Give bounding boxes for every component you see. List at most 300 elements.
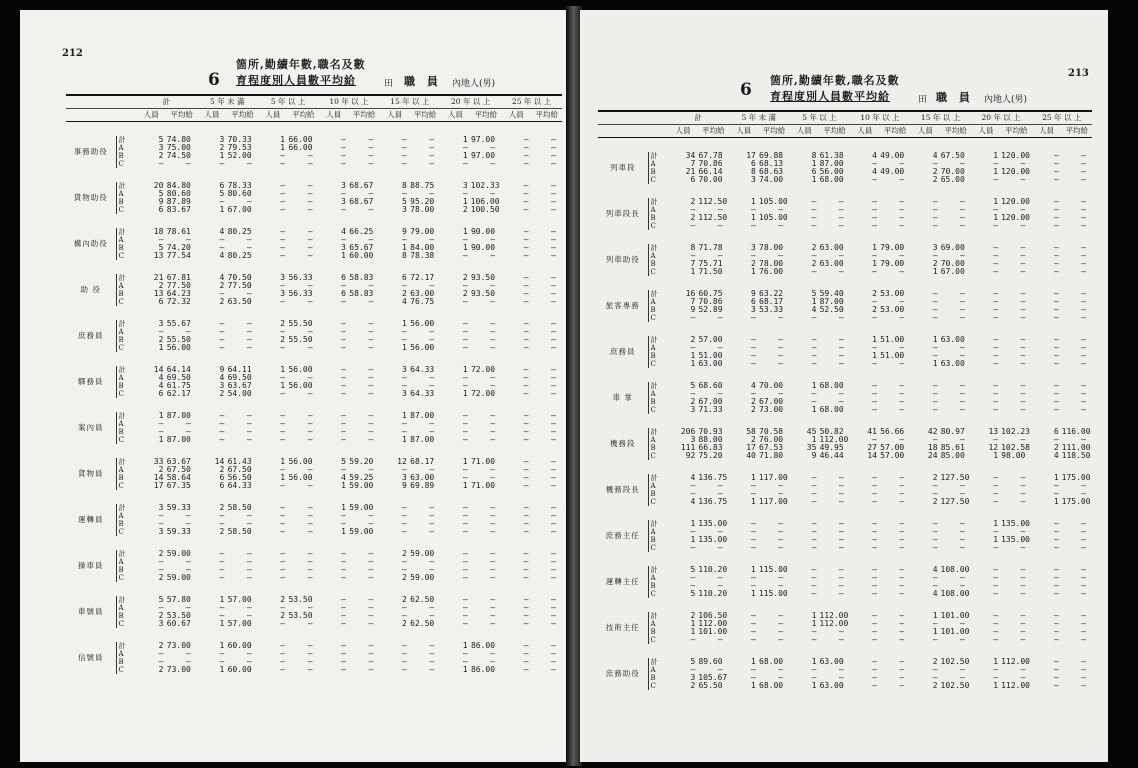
cell-average-salary: — xyxy=(899,198,905,206)
cell-average-salary: 73.00 xyxy=(166,666,191,674)
row-sub-label: C xyxy=(648,360,668,368)
cell-count: 1 xyxy=(462,390,468,398)
cell-count: — xyxy=(993,612,999,620)
cell-count: — xyxy=(523,520,529,528)
cell-average-salary: 53.33 xyxy=(759,306,784,314)
cell-average-salary: 63.00 xyxy=(819,260,844,268)
cell-count: 1 xyxy=(993,214,999,222)
cell-average-salary: 101.00 xyxy=(940,628,970,636)
group-spacer xyxy=(598,138,1092,153)
cell-average-salary: 127.50 xyxy=(940,498,970,506)
cell-average-salary: — xyxy=(551,420,556,428)
cell-average-salary: — xyxy=(717,252,723,260)
cell-count: — xyxy=(219,236,225,244)
cell-average-salary: — xyxy=(307,412,313,420)
cell-count: — xyxy=(401,504,407,512)
cell-average-salary: 72.32 xyxy=(166,298,191,306)
cell-average-salary: 68.63 xyxy=(759,168,784,176)
cell-count: — xyxy=(523,482,529,490)
row-sub-label: A xyxy=(116,650,136,658)
cell-count: 1 xyxy=(401,320,407,328)
cell-average-salary: — xyxy=(429,520,435,528)
cell-count: — xyxy=(1053,620,1059,628)
cell-average-salary: — xyxy=(307,466,313,474)
cell-average-salary: — xyxy=(246,344,252,352)
cell-average-salary: — xyxy=(899,498,905,506)
cell-average-salary: — xyxy=(368,428,374,436)
cell-count: — xyxy=(872,582,877,590)
cell-average-salary: 70.50 xyxy=(227,274,252,282)
cell-count: — xyxy=(523,650,529,658)
cell-average-salary: 87.00 xyxy=(166,436,191,444)
cell-average-salary: — xyxy=(717,390,723,398)
table-row xyxy=(598,658,1092,666)
cell-average-salary: 59.00 xyxy=(349,528,374,536)
cell-count: 1 xyxy=(401,344,407,352)
cell-count: — xyxy=(523,642,529,650)
row-sub-label: C xyxy=(116,666,136,674)
row-category-label: 旅客專務 xyxy=(605,301,640,310)
table-row xyxy=(598,490,1092,498)
cell-average-salary: — xyxy=(551,374,556,382)
table-row xyxy=(66,520,562,528)
cell-average-salary: — xyxy=(490,574,496,582)
cell-count: — xyxy=(1053,636,1059,644)
cell-average-salary: — xyxy=(778,352,784,360)
cell-count: — xyxy=(872,520,877,528)
row-sub-label: 計 xyxy=(648,152,668,160)
cell-count: — xyxy=(462,574,468,582)
cell-average-salary: — xyxy=(1081,252,1086,260)
cell-count: — xyxy=(872,566,877,574)
table-row xyxy=(66,190,562,198)
cell-average-salary: — xyxy=(429,528,435,536)
cell-average-salary: 59.25 xyxy=(349,474,374,482)
cell-count: — xyxy=(462,236,468,244)
cell-average-salary: 66.25 xyxy=(349,228,374,236)
cell-average-salary: — xyxy=(551,612,556,620)
row-sub-label: C xyxy=(648,498,668,506)
cell-count: 9 xyxy=(219,366,225,374)
cell-average-salary: 53.50 xyxy=(166,612,191,620)
cell-average-salary: 105.00 xyxy=(758,198,788,206)
row-sub-label: 計 xyxy=(116,228,136,236)
table-row xyxy=(598,244,1092,252)
cell-count: 5 xyxy=(690,382,696,390)
cell-average-salary: — xyxy=(307,236,313,244)
cell-count: 1 xyxy=(932,360,938,368)
cell-count: 3 xyxy=(341,182,346,190)
cell-count: — xyxy=(932,390,938,398)
row-sub-label: B xyxy=(648,536,668,544)
row-sub-label: 計 xyxy=(648,658,668,666)
cell-average-salary: — xyxy=(1081,214,1086,222)
cell-count: — xyxy=(993,620,999,628)
cell-average-salary: 112.00 xyxy=(698,620,728,628)
cell-count: 2 xyxy=(158,152,164,160)
row-sub-label: A xyxy=(648,574,668,582)
cell-count: 14 xyxy=(153,474,164,482)
cell-count: — xyxy=(401,604,407,612)
cell-average-salary: — xyxy=(490,620,496,628)
header-subcolumn: 平均給 xyxy=(410,109,440,122)
cell-count: — xyxy=(993,336,999,344)
cell-count: 1 xyxy=(158,344,164,352)
cell-count: 1 xyxy=(751,658,756,666)
cell-count: 2 xyxy=(158,282,164,290)
row-sub-label: A xyxy=(116,374,136,382)
cell-count: 6 xyxy=(219,482,225,490)
cell-count: 1 xyxy=(280,458,286,466)
cell-average-salary: — xyxy=(1020,436,1026,444)
cell-count: 1 xyxy=(462,666,468,674)
cell-average-salary: — xyxy=(1081,582,1086,590)
cell-count: 1 xyxy=(811,620,817,628)
table-row xyxy=(66,574,562,582)
cell-count: — xyxy=(1053,590,1059,598)
cell-average-salary: — xyxy=(899,528,905,536)
cell-average-salary: — xyxy=(1020,336,1026,344)
cell-count: — xyxy=(219,650,225,658)
cell-average-salary: — xyxy=(899,520,905,528)
cell-count: — xyxy=(872,474,877,482)
header-period: 5 年 未 滿 xyxy=(729,111,790,125)
group-spacer xyxy=(66,352,562,366)
cell-average-salary: — xyxy=(1081,360,1086,368)
header-subcolumn: 平均給 xyxy=(1001,125,1031,138)
cell-count: — xyxy=(280,574,286,582)
cell-average-salary: 69.50 xyxy=(166,374,191,382)
cell-average-salary: — xyxy=(899,206,905,214)
cell-count: 9 xyxy=(690,306,696,314)
cell-average-salary: — xyxy=(717,528,723,536)
cell-count: 42 xyxy=(927,428,938,436)
table-row xyxy=(598,168,1092,176)
cell-count: 5 xyxy=(690,658,696,666)
cell-average-salary: — xyxy=(186,512,191,520)
cell-average-salary: — xyxy=(838,214,844,222)
cell-count: — xyxy=(1053,482,1059,490)
cell-average-salary: 76.75 xyxy=(410,298,435,306)
row-category-label: 貨物員 xyxy=(78,469,104,478)
cell-count: — xyxy=(219,328,225,336)
cell-average-salary: 67.78 xyxy=(698,152,723,160)
cell-average-salary: 56.00 xyxy=(410,344,435,352)
cell-average-salary: — xyxy=(307,650,313,658)
cell-average-salary: — xyxy=(368,520,374,528)
row-sub-label: B xyxy=(648,214,668,222)
cell-average-salary: 49.00 xyxy=(880,152,905,160)
table-row xyxy=(598,674,1092,682)
header-period: 10 年 以 上 xyxy=(850,111,911,125)
cell-count: — xyxy=(872,382,877,390)
cell-average-salary: — xyxy=(551,390,556,398)
cell-average-salary: — xyxy=(959,306,965,314)
cell-average-salary: — xyxy=(368,190,374,198)
cell-average-salary: 67.00 xyxy=(940,268,965,276)
cell-average-salary: — xyxy=(1081,268,1086,276)
cell-count: 1 xyxy=(341,252,346,260)
cell-average-salary: — xyxy=(899,360,905,368)
cell-average-salary: 108.00 xyxy=(940,566,970,574)
cell-average-salary: — xyxy=(307,328,313,336)
cell-count: — xyxy=(523,428,529,436)
cell-count: — xyxy=(523,236,529,244)
cell-count: 1 xyxy=(1053,474,1059,482)
cell-count: — xyxy=(462,650,468,658)
cell-average-salary: — xyxy=(778,628,784,636)
table-row xyxy=(598,482,1092,490)
cell-count: 14 xyxy=(153,366,164,374)
cell-average-salary: 64.14 xyxy=(166,366,191,374)
cell-count: 6 xyxy=(341,290,346,298)
cell-average-salary: 63.00 xyxy=(698,360,723,368)
cell-average-salary: 85.61 xyxy=(940,444,965,452)
cell-average-salary: 70.86 xyxy=(698,160,723,168)
cell-count: 2 xyxy=(872,306,877,314)
cell-average-salary: — xyxy=(838,490,844,498)
cell-average-salary: 120.00 xyxy=(1001,198,1030,206)
cell-count: 5 xyxy=(158,596,164,604)
cell-count: — xyxy=(690,666,696,674)
cell-count: — xyxy=(280,298,286,306)
row-category-label: 驛務員 xyxy=(78,377,104,386)
cell-average-salary: 102.33 xyxy=(470,182,500,190)
cell-count: 5 xyxy=(158,190,164,198)
cell-average-salary: — xyxy=(1020,360,1026,368)
group-spacer xyxy=(66,628,562,642)
cell-average-salary: — xyxy=(186,604,191,612)
cell-average-salary: — xyxy=(368,620,374,628)
cell-count: 5 xyxy=(811,290,817,298)
cell-average-salary: 120.00 xyxy=(1001,168,1030,176)
cell-average-salary: 66.00 xyxy=(288,136,313,144)
cell-average-salary: — xyxy=(1081,198,1086,206)
row-sub-label: C xyxy=(116,252,136,260)
table-row xyxy=(598,290,1092,298)
row-sub-label: 計 xyxy=(116,596,136,604)
cell-average-salary: — xyxy=(1081,612,1086,620)
cell-average-salary: — xyxy=(551,366,556,374)
cell-average-salary: — xyxy=(778,666,784,674)
table-row xyxy=(598,536,1092,544)
cell-count: — xyxy=(993,528,999,536)
cell-count: — xyxy=(462,512,468,520)
cell-average-salary: — xyxy=(551,328,556,336)
cell-count: — xyxy=(341,658,346,666)
cell-average-salary: 136.75 xyxy=(698,498,728,506)
cell-count: 6 xyxy=(751,298,756,306)
cell-count: — xyxy=(811,360,817,368)
cell-count: — xyxy=(1053,298,1059,306)
cell-count: 1 xyxy=(751,268,756,276)
cell-count: — xyxy=(1053,382,1059,390)
cell-count: — xyxy=(401,428,407,436)
cell-count: 3 xyxy=(158,504,164,512)
cell-count: 1 xyxy=(690,620,696,628)
cell-count: 1 xyxy=(932,268,938,276)
cell-average-salary: 64.23 xyxy=(166,290,191,298)
cell-count: — xyxy=(219,244,225,252)
cell-count: 1 xyxy=(462,228,468,236)
cell-average-salary: 57.00 xyxy=(880,444,905,452)
cell-count: — xyxy=(993,666,999,674)
cell-average-salary: — xyxy=(1081,590,1086,598)
cell-count: — xyxy=(280,504,286,512)
header-subcolumn: 平均給 xyxy=(531,109,562,122)
cell-count: 7 xyxy=(690,160,696,168)
cell-count: 111 xyxy=(680,444,696,452)
cell-count: 24 xyxy=(927,452,938,460)
cell-average-salary: — xyxy=(1081,490,1086,498)
cell-count: — xyxy=(219,412,225,420)
cell-count: 1 xyxy=(811,436,817,444)
cell-count: — xyxy=(1053,344,1059,352)
cell-average-salary: — xyxy=(307,252,313,260)
cell-average-salary: 75.71 xyxy=(698,260,723,268)
cell-average-salary: — xyxy=(959,252,965,260)
cell-count: 1 xyxy=(462,642,468,650)
cell-count: — xyxy=(280,558,286,566)
cell-count: — xyxy=(751,674,756,682)
cell-count: — xyxy=(280,412,286,420)
table-row xyxy=(66,596,562,604)
cell-average-salary: 56.00 xyxy=(288,382,313,390)
cell-average-salary: 67.50 xyxy=(166,466,191,474)
cell-average-salary: — xyxy=(717,314,723,322)
row-sub-label: A xyxy=(116,236,136,244)
cell-average-salary: 71.00 xyxy=(470,458,496,466)
cell-count: 2 xyxy=(932,176,938,184)
cell-count: — xyxy=(872,206,877,214)
cell-average-salary: 55.50 xyxy=(288,320,313,328)
cell-average-salary: — xyxy=(1081,352,1086,360)
cell-count: 14 xyxy=(214,458,225,466)
cell-average-salary: 58.83 xyxy=(349,274,374,282)
cell-average-salary: — xyxy=(186,658,191,666)
cell-count: — xyxy=(872,666,877,674)
cell-count: — xyxy=(523,144,529,152)
cell-count: — xyxy=(932,406,938,414)
header-subcolumn: 人員 xyxy=(319,109,349,122)
row-sub-label: 計 xyxy=(648,290,668,298)
cell-count: 1 xyxy=(219,666,225,674)
cell-count: — xyxy=(219,344,225,352)
cell-average-salary: 70.00 xyxy=(759,382,784,390)
cell-count: 3 xyxy=(158,320,164,328)
cell-count: — xyxy=(811,636,817,644)
cell-count: 206 xyxy=(680,428,696,436)
header-subcolumn: 平均給 xyxy=(941,125,971,138)
cell-count: 3 xyxy=(690,674,696,682)
cell-average-salary: — xyxy=(246,574,252,582)
cell-average-salary: 52.89 xyxy=(698,306,723,314)
table-row xyxy=(66,366,562,374)
cell-average-salary: — xyxy=(246,198,252,206)
cell-count: 5 xyxy=(690,566,696,574)
cell-count: — xyxy=(1053,544,1059,552)
cell-count: — xyxy=(932,536,938,544)
cell-average-salary: — xyxy=(307,298,313,306)
cell-average-salary: — xyxy=(959,214,965,222)
cell-average-salary: — xyxy=(899,344,905,352)
cell-count: — xyxy=(751,666,756,674)
cell-count: 2 xyxy=(219,144,225,152)
header-period: 20 年 以 上 xyxy=(971,111,1032,125)
header-subcolumn: 人員 xyxy=(789,125,819,138)
cell-average-salary: 100.50 xyxy=(470,206,500,214)
cell-count: — xyxy=(751,336,756,344)
table-row xyxy=(66,236,562,244)
cell-average-salary: — xyxy=(551,198,556,206)
cell-average-salary: — xyxy=(551,206,556,214)
title-line-2: 育程度別人員數平均給 xyxy=(770,90,890,103)
cell-count: — xyxy=(1053,566,1059,574)
cell-average-salary: — xyxy=(429,236,435,244)
cell-average-salary: — xyxy=(899,674,905,682)
header-corner xyxy=(598,125,668,138)
table-row xyxy=(66,282,562,290)
cell-average-salary: — xyxy=(551,228,556,236)
cell-average-salary: 87.89 xyxy=(166,198,191,206)
cell-average-salary: 55.50 xyxy=(166,336,191,344)
cell-count: — xyxy=(341,282,346,290)
cell-average-salary: — xyxy=(1081,344,1086,352)
cell-average-salary: — xyxy=(307,198,313,206)
row-category-label: 機務段 xyxy=(610,439,636,448)
cell-count: 6 xyxy=(158,298,164,306)
header-subcolumn: 人員 xyxy=(971,125,1001,138)
cell-average-salary: — xyxy=(368,412,374,420)
cell-count: 6 xyxy=(811,168,817,176)
cell-count: 1 xyxy=(811,382,817,390)
cell-count: — xyxy=(1053,528,1059,536)
cell-average-salary: — xyxy=(368,596,374,604)
cell-count: 1 xyxy=(219,152,225,160)
cell-count: 2 xyxy=(1053,444,1059,452)
row-category-label: 事務助役 xyxy=(73,147,108,156)
cell-average-salary: 63.00 xyxy=(410,290,435,298)
cell-average-salary: — xyxy=(778,674,784,682)
row-category-label: 構內助役 xyxy=(73,239,108,248)
cell-average-salary: 68.00 xyxy=(819,382,844,390)
cell-count: 35 xyxy=(806,444,817,452)
cell-count: — xyxy=(993,260,999,268)
cell-count: 2 xyxy=(462,274,468,282)
cell-average-salary: 53.50 xyxy=(288,596,313,604)
cell-average-salary: — xyxy=(778,528,784,536)
cell-average-salary: 63.67 xyxy=(227,382,252,390)
cell-average-salary: — xyxy=(429,374,435,382)
cell-average-salary: — xyxy=(1081,168,1086,176)
cell-average-salary: — xyxy=(717,574,723,582)
group-spacer xyxy=(598,322,1092,336)
cell-average-salary: 98.00 xyxy=(1001,452,1026,460)
row-sub-label: C xyxy=(648,636,668,644)
cell-average-salary: — xyxy=(778,520,784,528)
cell-count: 1 xyxy=(811,682,817,690)
cell-count: — xyxy=(280,198,286,206)
table-note: 內地人(男) xyxy=(984,95,1028,105)
cell-average-salary: 77.50 xyxy=(166,282,191,290)
cell-count: — xyxy=(872,160,877,168)
row-sub-label: A xyxy=(116,190,136,198)
cell-count: — xyxy=(401,236,407,244)
cell-count: — xyxy=(751,628,756,636)
row-sub-label: C xyxy=(116,206,136,214)
cell-count: — xyxy=(219,336,225,344)
cell-count: — xyxy=(401,466,407,474)
